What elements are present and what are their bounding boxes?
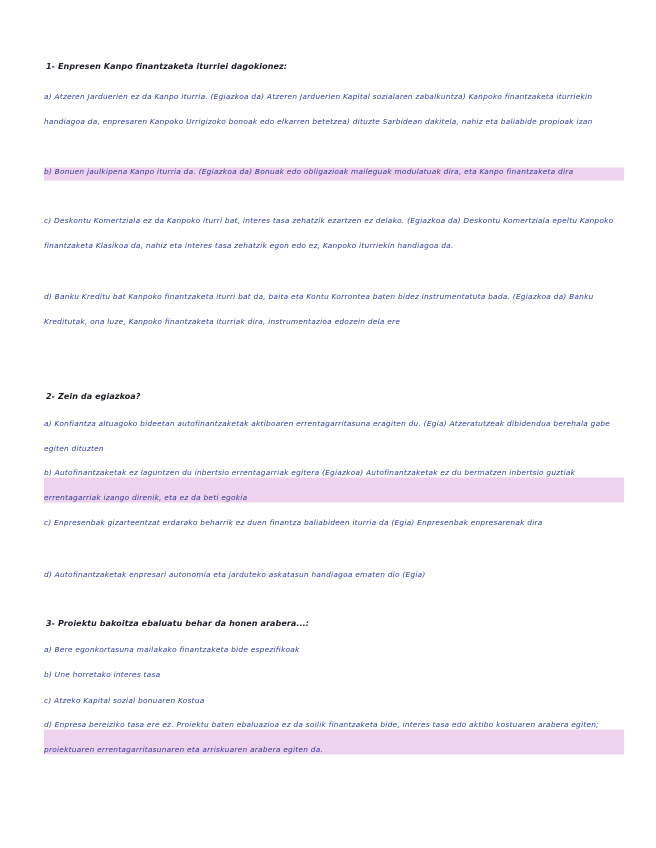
question-1: 1- Enpresen Kanpo finantzaketa iturriei dagokionez: bbox=[46, 62, 288, 71]
answer-2c: c) Enpresenbak gizarteentzat erdarako beharrik ez duen finantza baliabideen iturria da (Egia) Enpresenbak enpresarenak dira bbox=[44, 518, 543, 527]
answer-2a: a) Konfiantza altuagoko bideetan autofinantzaketak aktiboaren errentagarritasuna eragiten du. (Egia) Atzeratutzeak dibidendua berehala gabe egiten dituzten bbox=[44, 419, 611, 453]
answer-1d: d) Banku Kreditu bat Kanpoko finantzaketa iturri bat da, baita eta Kontu Korrontea baten bidez instrumentatuta bada. (Egiazkoa da) Banku Kreditutak, ona luze, Kanpoko finantzaketa iturriak dira, instrumentazioa edozein dela ere bbox=[44, 292, 594, 326]
answer-3c: c) Atzeko Kapital sozial bonuaren Kostua bbox=[44, 696, 205, 705]
answer-1c: c) Deskontu Komertziala ez da Kanpoko iturri bat, interes tasa zehatzik ezartzen ez delako. (Egiazkoa da) Deskontu Komertziala epeltu Kanpoko finantzaketa Klasikoa da, nahiz eta interes tasa zehatzik egon edo ez, Kanpoko iturriekin handiagoa da. bbox=[44, 216, 614, 250]
answer-2b: b) Autofinantzaketak ez laguntzen du inbertsio errentagarriak egitera (Egiazkoa) Autofinantzaketak ez du bermatzen inbertsio guztiak errentagarriak izango direnik, eta ez da beti egokia bbox=[44, 460, 624, 510]
question-2: 2- Zein da egiazkoa? bbox=[46, 392, 141, 401]
answer-1b: b) Bonuen jaulkipena Kanpo iturria da. (Egiazkoa da) Bonuak edo obligazioak maileguak modulatuak dira, eta Kanpo finantzaketa dira bbox=[44, 159, 624, 184]
answer-1a: a) Atzeren Jarduerien ez da Kanpo iturria. (Egiazkoa da) Atzeren Jarduerien Kapital sozialaren zabalkuntza) Kanpoko finantzaketa iturriekin handiagoa da, enpresaren Kanpoko Urrigizoko bonoak edo elkarren betetzea) dituzte Sarbidean dakitela, nahiz eta baliabide propioak izan bbox=[44, 92, 593, 126]
answer-3d: d) Enpresa bereiziko tasa ere ez. Proiektu baten ebaluazioa ez da soilik finantzaketa bide, interes tasa edo aktibo kostuaren arabera egiten; proiektuaren errentagarritasunaren eta arriskuaren arabera egiten da. bbox=[44, 712, 624, 762]
question-3: 3- Proiektu bakoitza ebaluatu behar da honen arabera...: bbox=[46, 619, 310, 628]
answer-3a: a) Bere egonkortasuna mailakako finantzaketa bide espezifikoak bbox=[44, 645, 300, 654]
answer-3b: b) Une horretako interes tasa bbox=[44, 670, 161, 679]
answer-2d: d) Autofinantzaketak enpresari autonomia eta jarduteko askatasun handiagoa ematen dio (Egia) bbox=[44, 570, 426, 579]
